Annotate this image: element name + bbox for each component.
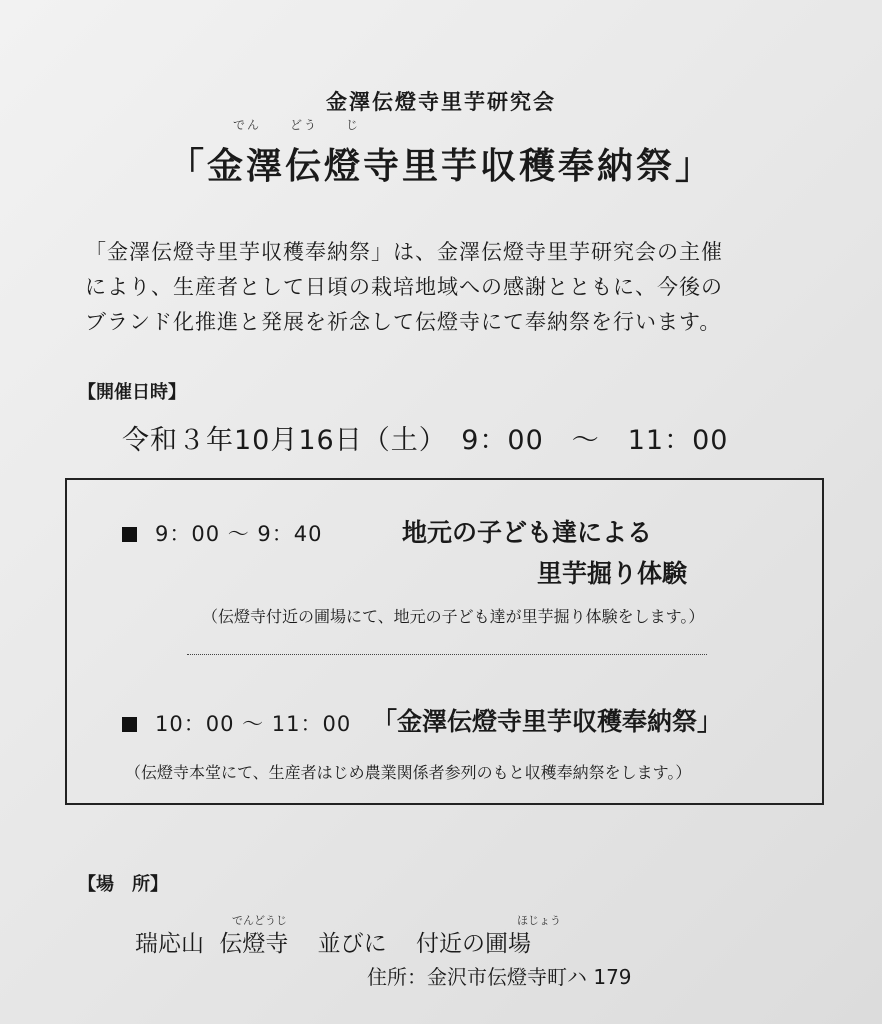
title-ruby-den: でん [233,118,262,132]
schedule-item-title: 「金澤伝燈寺里芋収穫奉納祭」 [372,707,723,736]
mountain-name: 瑞応山 [135,931,204,957]
title-ruby-ji: じ [346,118,361,132]
place-label: 【場 所】 [78,874,168,895]
organization-name: 金澤伝燈寺里芋研究会 [326,90,556,114]
connector-text: 並びに [317,931,387,957]
intro-line: ブランド化推進と発展を祈念して伝燈寺にて奉納祭を行います。 [85,310,722,334]
schedule-item-note: （伝燈寺本堂にて、生産者はじめ農業関係者参列のもと収穫奉納祭をします。） [125,763,692,782]
schedule-box [65,478,824,805]
title-ruby-dou: どう [290,118,319,132]
intro-paragraph [85,235,805,340]
bullet-square-icon [122,717,137,732]
intro-line: により、生産者として日頃の栽培地域への感謝とともに、今後の [85,275,723,299]
schedule-item-time: 10：00 ～ 11：00 [122,708,351,738]
event-datetime: 令和３年10月16日（土） 9：00 ～ 11：00 [122,425,729,456]
field-name: 付近の圃場 [415,931,531,957]
bullet-square-icon [122,527,137,542]
schedule-item-note: （伝燈寺付近の圃場にて、地元の子ども達が里芋掘り体験をします。） [202,607,705,626]
schedule-item-time: 9：00 ～ 9：40 [122,518,323,548]
schedule-label: 【開催日時】 [78,382,186,403]
intro-line: 「金澤伝燈寺里芋収穫奉納祭」は、金澤伝燈寺里芋研究会の主催 [85,240,723,264]
schedule-item-title-line2: 里芋掘り体験 [537,559,688,588]
place-line [135,925,531,958]
dotted-divider [187,654,707,655]
schedule-item-title: 地元の子ども達による [402,518,653,547]
event-title: 「金澤伝燈寺里芋収穫奉納祭」 [167,145,714,187]
address: 住所：金沢市伝燈寺町ハ 179 [367,965,632,989]
field-ruby: ほじょう [517,914,561,927]
temple-ruby: でんどうじ [232,914,287,927]
temple-name: 伝燈寺 [219,931,289,957]
